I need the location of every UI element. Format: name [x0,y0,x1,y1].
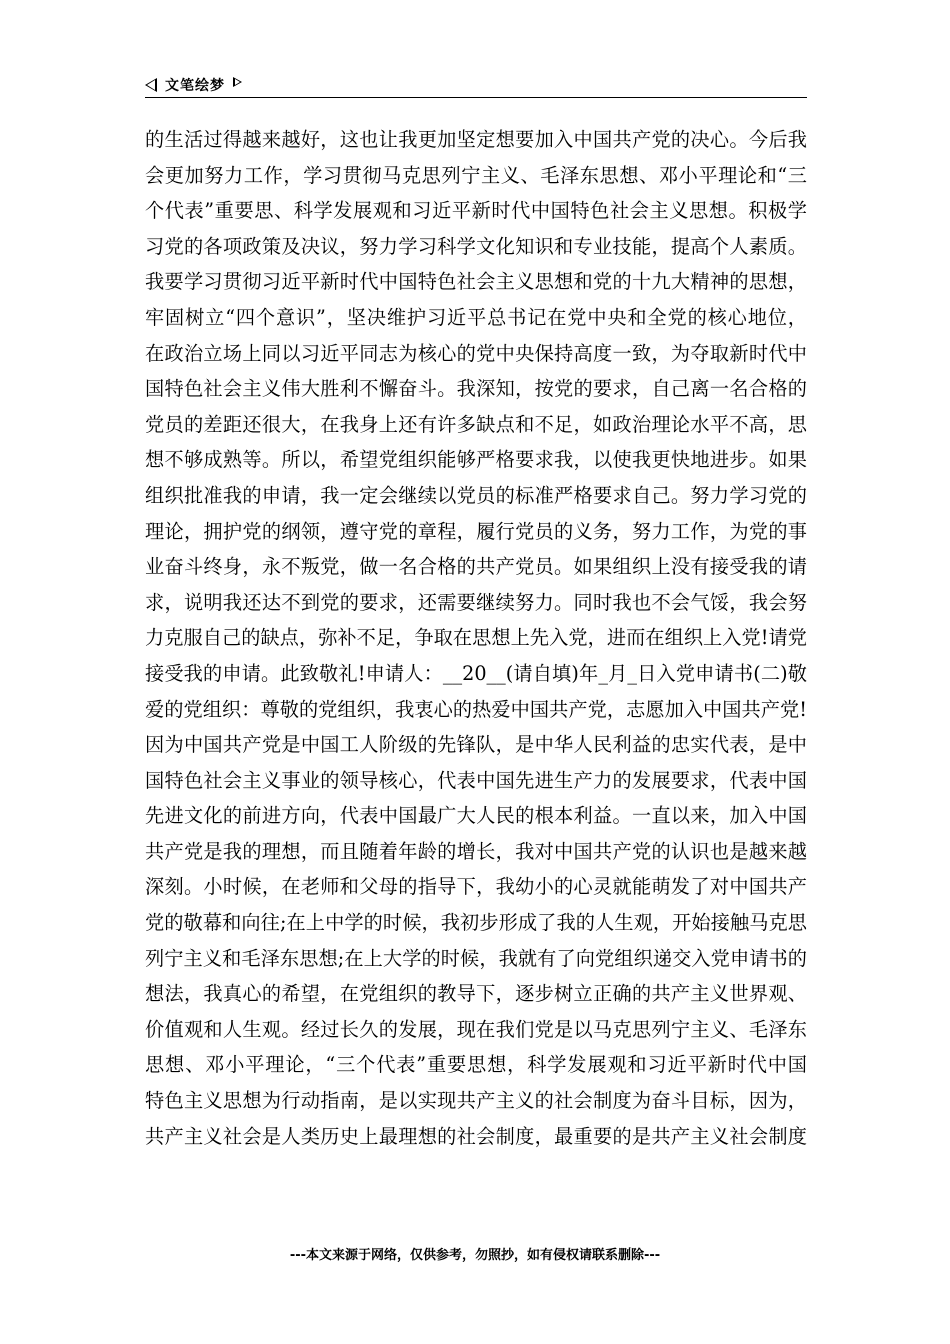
body-line: 求，说明我还达不到党的要求，还需要继续努力。同时我也不会气馁，我会努 [145,590,807,614]
body-line: 共产党是我的理想，而且随着年龄的增长，我对中国共产党的认识也是越来越 [145,839,807,863]
body-line: 的生活过得越来越好，这也让我更加坚定想要加入中国共产党的决心。今后我 [145,128,807,151]
footer-disclaimer: ---本文来源于网络，仅供参考，勿照抄，如有侵权请联系删除--- [289,1248,661,1263]
body-line: 牢固树立“四个意识”，坚决维护习近平总书记在党中央和全党的核心地位， [145,305,807,329]
body-line: 特色主义思想为行动指南，是以实现共产主义的社会制度为奋斗目标，因为， [145,1089,807,1113]
document-body [145,122,807,1154]
body-line: 个代表”重要思、科学发展观和习近平新时代中国特色社会主义思想。积极学 [145,199,807,223]
body-line: 想不够成熟等。所以，希望党组织能够严格要求我，以使我更快地进步。如果 [145,448,807,472]
body-line: 党员的差距还很大，在我身上还有许多缺点和不足，如政治理论水平不高，思 [145,412,807,436]
body-line: 党的敬幕和向往;在上中学的时候，我初步形成了我的人生观，开始接触马克思 [145,911,807,935]
body-line: 想法，我真心的希望，在党组织的教导下，逐步树立正确的共产主义世界观、 [145,982,807,1006]
right-triangle-icon [233,77,242,87]
body-line: 因为中国共产党是中国工人阶级的先锋队，是中华人民利益的忠实代表，是中 [145,733,807,757]
body-line: 习党的各项政策及决议，努力学习科学文化知识和专业技能，提高个人素质。 [145,234,807,258]
body-line: 价值观和人生观。经过长久的发展，现在我们党是以马克思列宁主义、毛泽东 [145,1017,807,1041]
body-line: 爱的党组织：尊敬的党组织，我衷心的热爱中国共产党，志愿加入中国共产党! [145,697,807,721]
body-line: 组织批准我的申请，我一定会继续以党员的标准严格要求自己。努力学习党的 [145,483,807,507]
left-triangle-icon [145,78,157,92]
body-line: 接受我的申请。此致敬礼!申请人：__20__(请自填)年_月_日入党申请书(二)敬 [145,661,807,685]
body-line: 国特色社会主义伟大胜利不懈奋斗。我深知，按党的要求，自己离一名合格的 [145,377,807,401]
body-line: 国特色社会主义事业的领导核心，代表中国先进生产力的发展要求，代表中国 [145,768,807,792]
body-line: 我要学习贯彻习近平新时代中国特色社会主义思想和党的十九大精神的思想， [145,270,807,294]
body-line: 思想、邓小平理论，“三个代表”重要思想，科学发展观和习近平新时代中国 [145,1053,807,1077]
header-brand: 文笔绘梦 [165,78,225,94]
page-header [145,74,805,96]
body-line: 深刻。小时候，在老师和父母的指导下，我幼小的心灵就能萌发了对中国共产 [145,875,807,899]
body-line: 列宁主义和毛泽东思想;在上大学的时候，我就有了向党组织递交入党申请书的 [145,946,807,970]
body-line: 业奋斗终身，永不叛党，做一名合格的共产党员。如果组织上没有接受我的请 [145,555,807,579]
body-line: 先进文化的前进方向，代表中国最广大人民的根本利益。一直以来，加入中国 [145,804,807,828]
body-line: 理论，拥护党的纲领，遵守党的章程，履行党员的义务，努力工作，为党的事 [145,519,807,543]
body-line: 力克服自己的缺点，弥补不足，争取在思想上先入党，进而在组织上入党!请党 [145,626,807,650]
header-divider [145,97,807,98]
body-line: 共产主义社会是人类历史上最理想的社会制度，最重要的是共产主义社会制度 [145,1124,807,1148]
body-line: 在政治立场上同以习近平同志为核心的党中央保持高度一致，为夺取新时代中 [145,341,807,365]
body-line: 会更加努力工作，学习贯彻马克思列宁主义、毛泽东思想、邓小平理论和“三 [145,163,807,187]
